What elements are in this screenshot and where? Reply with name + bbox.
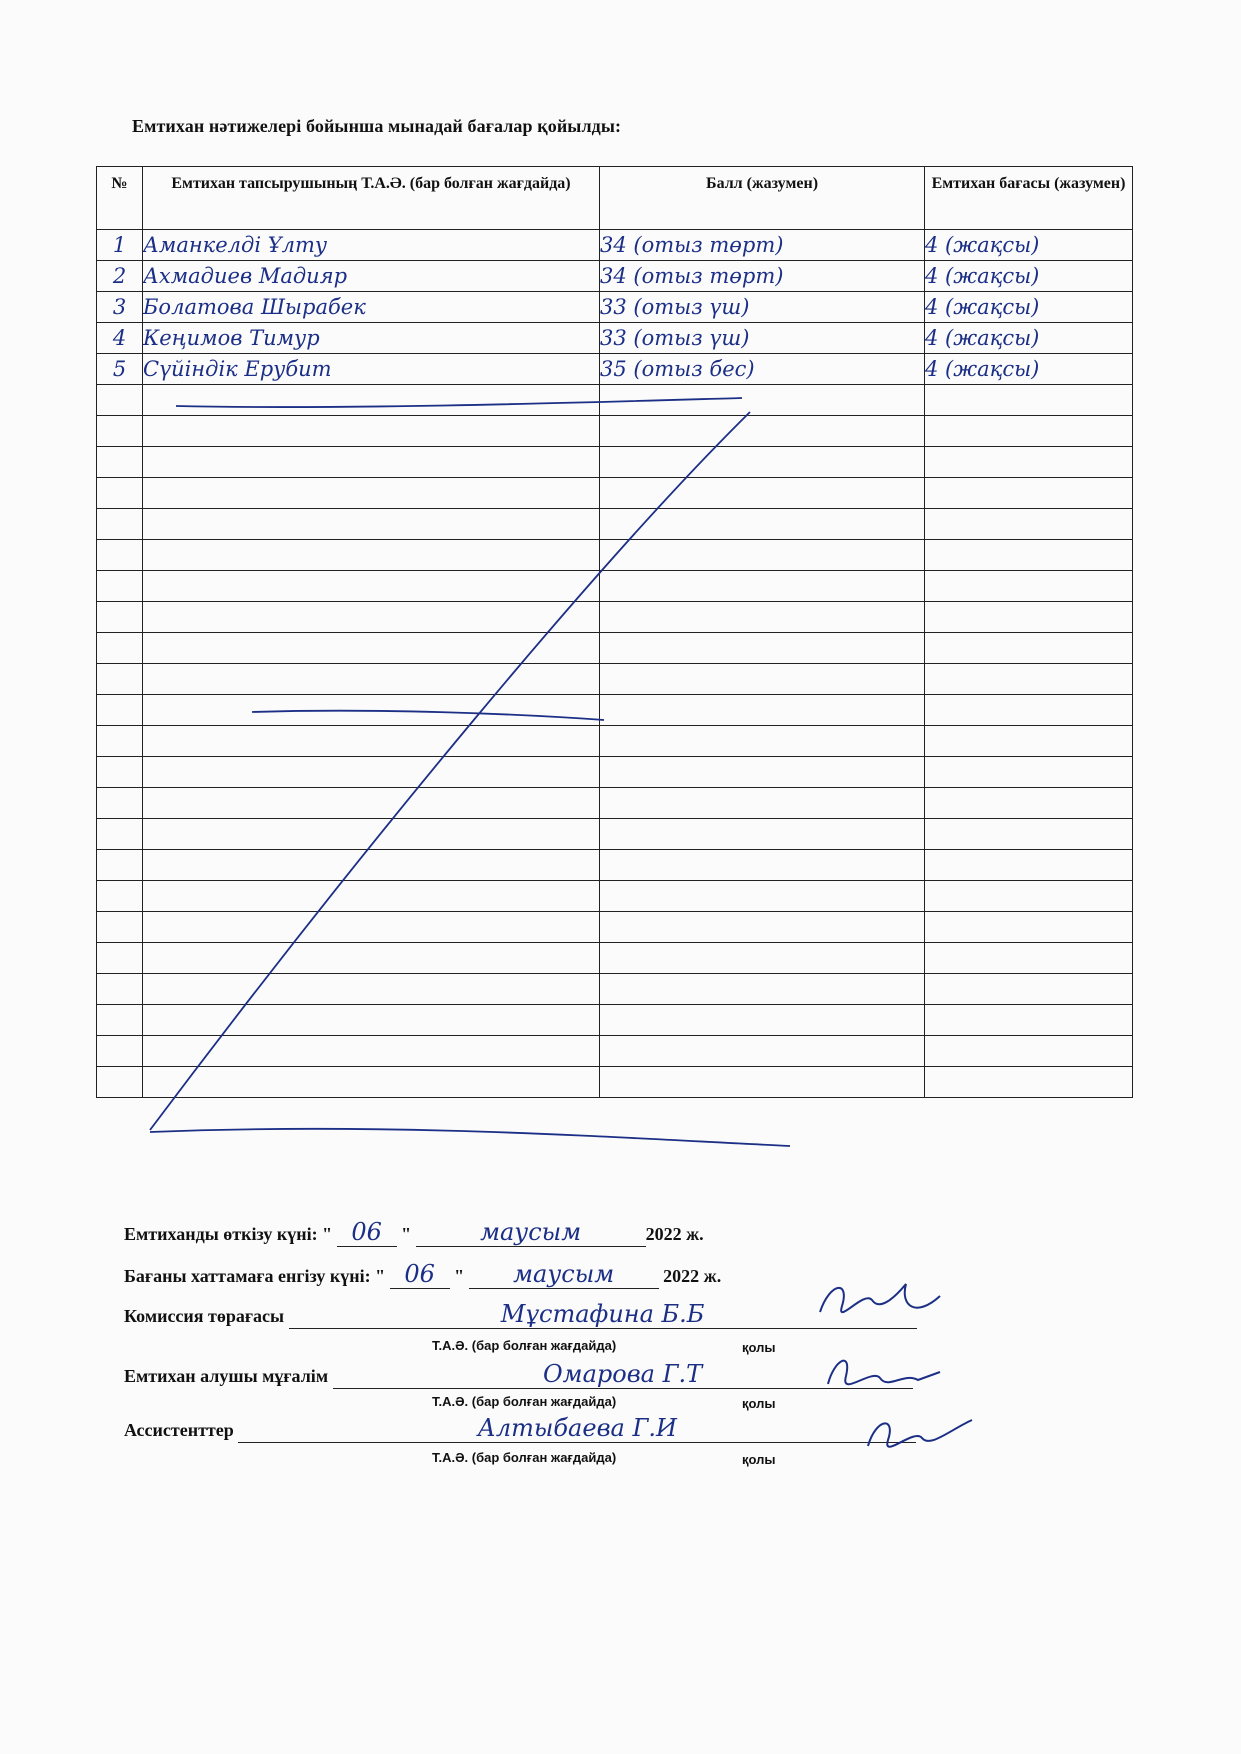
- grade-cell: [925, 664, 1133, 695]
- grade-cell: [925, 1036, 1133, 1067]
- grade-cell: [925, 881, 1133, 912]
- grade-cell: [925, 1005, 1133, 1036]
- table-row: [97, 509, 1133, 540]
- grade-cell: [925, 540, 1133, 571]
- grade-cell: [925, 788, 1133, 819]
- table-row: [97, 354, 1133, 385]
- row-number-cell: [97, 850, 143, 881]
- table-row: [97, 788, 1133, 819]
- grade-cell: [925, 447, 1133, 478]
- student-name-cell: [143, 602, 600, 633]
- grade-cell: [925, 602, 1133, 633]
- entry-day: 06: [390, 1260, 450, 1289]
- entry-month: маусым: [469, 1260, 659, 1289]
- student-name-cell: [143, 633, 600, 664]
- student-name-cell: [143, 881, 600, 912]
- chair-caption-sign: қолы: [742, 1340, 776, 1355]
- grade-cell: 4 (жақсы): [925, 354, 1133, 385]
- grades-table: [96, 166, 1133, 1098]
- row-number-cell: [97, 416, 143, 447]
- chair-label: Комиссия төрағасы: [124, 1306, 285, 1326]
- table-row: [97, 943, 1133, 974]
- table-row: [97, 540, 1133, 571]
- student-name-cell: [143, 726, 600, 757]
- grade-cell: [925, 385, 1133, 416]
- grade-cell: [925, 943, 1133, 974]
- grade-cell: [925, 633, 1133, 664]
- score-cell: [600, 633, 925, 664]
- student-name-cell: [143, 1067, 600, 1098]
- exam-date-label: Емтиханды өткізу күні:: [124, 1224, 318, 1244]
- row-number-cell: [97, 1067, 143, 1098]
- student-name-cell: [143, 540, 600, 571]
- table-row: [97, 478, 1133, 509]
- student-name-cell: [143, 912, 600, 943]
- score-cell: [600, 1005, 925, 1036]
- grade-cell: [925, 478, 1133, 509]
- grade-cell: [925, 695, 1133, 726]
- exam-date-line: Емтиханды өткізу күні: " 06 " маусым 2022 ж.: [124, 1218, 704, 1246]
- row-number-cell: [97, 602, 143, 633]
- row-number-cell: [97, 1005, 143, 1036]
- score-cell: [600, 1067, 925, 1098]
- row-number-cell: 2: [97, 261, 143, 292]
- grade-cell: 4 (жақсы): [925, 230, 1133, 261]
- score-cell: [600, 664, 925, 695]
- table-row: [97, 850, 1133, 881]
- student-name-cell: Кеңимов Тимур: [143, 323, 600, 354]
- assistants-caption-fio: Т.А.Ә. (бар болған жағдайда): [432, 1450, 617, 1465]
- student-name-cell: [143, 974, 600, 1005]
- table-row: [97, 1005, 1133, 1036]
- row-number-cell: [97, 509, 143, 540]
- score-cell: [600, 881, 925, 912]
- teacher-caption-sign: қолы: [742, 1396, 776, 1411]
- cancel-line-bottom: [150, 1129, 790, 1146]
- score-cell: 33 (отыз үш): [600, 292, 925, 323]
- student-name-cell: [143, 943, 600, 974]
- student-name-cell: [143, 478, 600, 509]
- score-cell: [600, 757, 925, 788]
- row-number-cell: 4: [97, 323, 143, 354]
- score-cell: [600, 1036, 925, 1067]
- grade-cell: [925, 974, 1133, 1005]
- header-score: Балл (жазумен): [600, 167, 925, 230]
- table-row: [97, 602, 1133, 633]
- table-row: [97, 912, 1133, 943]
- exam-day: 06: [337, 1218, 397, 1247]
- student-name-cell: Сүйіндік Ерубит: [143, 354, 600, 385]
- grade-cell: [925, 416, 1133, 447]
- score-cell: [600, 540, 925, 571]
- score-cell: [600, 447, 925, 478]
- row-number-cell: [97, 974, 143, 1005]
- table-row: [97, 633, 1133, 664]
- page-heading: Емтихан нәтижелері бойынша мынадай бағалар қойылды:: [132, 116, 622, 136]
- assistants-line: [124, 1414, 916, 1443]
- score-cell: [600, 478, 925, 509]
- table-row: [97, 571, 1133, 602]
- entry-date-line: Бағаны хаттамаға енгізу күні: " 06 " маусым 2022 ж.: [124, 1260, 722, 1288]
- table-row: [97, 695, 1133, 726]
- assistants-name: Алтыбаева Г.И: [238, 1414, 916, 1443]
- student-name-cell: [143, 1036, 600, 1067]
- grade-cell: 4 (жақсы): [925, 323, 1133, 354]
- score-cell: [600, 509, 925, 540]
- student-name-cell: [143, 571, 600, 602]
- table-row: [97, 757, 1133, 788]
- row-number-cell: 5: [97, 354, 143, 385]
- score-cell: [600, 974, 925, 1005]
- score-cell: 34 (отыз төрт): [600, 261, 925, 292]
- grade-cell: [925, 850, 1133, 881]
- score-cell: [600, 726, 925, 757]
- student-name-cell: [143, 385, 600, 416]
- table-row: [97, 819, 1133, 850]
- row-number-cell: [97, 633, 143, 664]
- score-cell: [600, 819, 925, 850]
- grade-cell: 4 (жақсы): [925, 261, 1133, 292]
- table-row: [97, 323, 1133, 354]
- table-row: [97, 447, 1133, 478]
- table-row: [97, 416, 1133, 447]
- grade-cell: [925, 571, 1133, 602]
- table-row: [97, 1036, 1133, 1067]
- table-row: [97, 664, 1133, 695]
- student-name-cell: [143, 509, 600, 540]
- assistants-caption-sign: қолы: [742, 1452, 776, 1467]
- student-name-cell: Ахмадиев Мадияр: [143, 261, 600, 292]
- entry-date-label: Бағаны хаттамаға енгізу күні:: [124, 1266, 371, 1286]
- student-name-cell: [143, 850, 600, 881]
- grade-cell: [925, 1067, 1133, 1098]
- header-number: №: [97, 167, 143, 230]
- score-cell: 34 (отыз төрт): [600, 230, 925, 261]
- table-row: [97, 230, 1133, 261]
- teacher-line: [124, 1360, 913, 1389]
- grade-cell: [925, 726, 1133, 757]
- row-number-cell: [97, 819, 143, 850]
- row-number-cell: [97, 447, 143, 478]
- score-cell: 35 (отыз бес): [600, 354, 925, 385]
- chair-line: [124, 1300, 917, 1329]
- row-number-cell: [97, 881, 143, 912]
- header-student-name: Емтихан тапсырушының Т.А.Ә. (бар болған жағдайда): [143, 167, 600, 230]
- student-name-cell: [143, 664, 600, 695]
- score-cell: [600, 850, 925, 881]
- exam-month: маусым: [416, 1218, 646, 1247]
- row-number-cell: [97, 726, 143, 757]
- score-cell: [600, 571, 925, 602]
- entry-year: 2022 ж.: [663, 1266, 722, 1286]
- grade-cell: [925, 509, 1133, 540]
- row-number-cell: [97, 664, 143, 695]
- student-name-cell: [143, 447, 600, 478]
- row-number-cell: [97, 912, 143, 943]
- score-cell: [600, 416, 925, 447]
- score-cell: [600, 788, 925, 819]
- chair-caption-fio: Т.А.Ә. (бар болған жағдайда): [432, 1338, 617, 1353]
- score-cell: [600, 912, 925, 943]
- student-name-cell: Аманкелді Ұлту: [143, 230, 600, 261]
- table-header-row: [97, 167, 1133, 230]
- student-name-cell: [143, 819, 600, 850]
- student-name-cell: [143, 695, 600, 726]
- table-row: [97, 385, 1133, 416]
- teacher-label: Емтихан алушы мұғалім: [124, 1366, 329, 1386]
- score-cell: [600, 602, 925, 633]
- table-row: [97, 881, 1133, 912]
- grade-cell: 4 (жақсы): [925, 292, 1133, 323]
- row-number-cell: [97, 1036, 143, 1067]
- student-name-cell: [143, 1005, 600, 1036]
- row-number-cell: [97, 943, 143, 974]
- teacher-caption-fio: Т.А.Ә. (бар болған жағдайда): [432, 1394, 617, 1409]
- score-cell: [600, 943, 925, 974]
- student-name-cell: [143, 757, 600, 788]
- score-cell: [600, 385, 925, 416]
- table-row: [97, 261, 1133, 292]
- score-cell: [600, 695, 925, 726]
- row-number-cell: [97, 788, 143, 819]
- row-number-cell: 3: [97, 292, 143, 323]
- row-number-cell: [97, 571, 143, 602]
- table-row: [97, 974, 1133, 1005]
- header-grade: Емтихан бағасы (жазумен): [925, 167, 1133, 230]
- row-number-cell: [97, 695, 143, 726]
- grade-cell: [925, 912, 1133, 943]
- row-number-cell: [97, 540, 143, 571]
- chair-name: Мұстафина Б.Б: [289, 1300, 917, 1329]
- row-number-cell: [97, 757, 143, 788]
- row-number-cell: [97, 478, 143, 509]
- grade-cell: [925, 819, 1133, 850]
- table-row: [97, 726, 1133, 757]
- exam-year: 2022 ж.: [645, 1224, 704, 1244]
- student-name-cell: Болатова Шырабек: [143, 292, 600, 323]
- row-number-cell: 1: [97, 230, 143, 261]
- student-name-cell: [143, 416, 600, 447]
- grade-cell: [925, 757, 1133, 788]
- score-cell: 33 (отыз үш): [600, 323, 925, 354]
- student-name-cell: [143, 788, 600, 819]
- table-row: [97, 292, 1133, 323]
- assistants-label: Ассистенттер: [124, 1420, 234, 1440]
- row-number-cell: [97, 385, 143, 416]
- teacher-name: Омарова Г.Т: [333, 1360, 913, 1389]
- table-row: [97, 1067, 1133, 1098]
